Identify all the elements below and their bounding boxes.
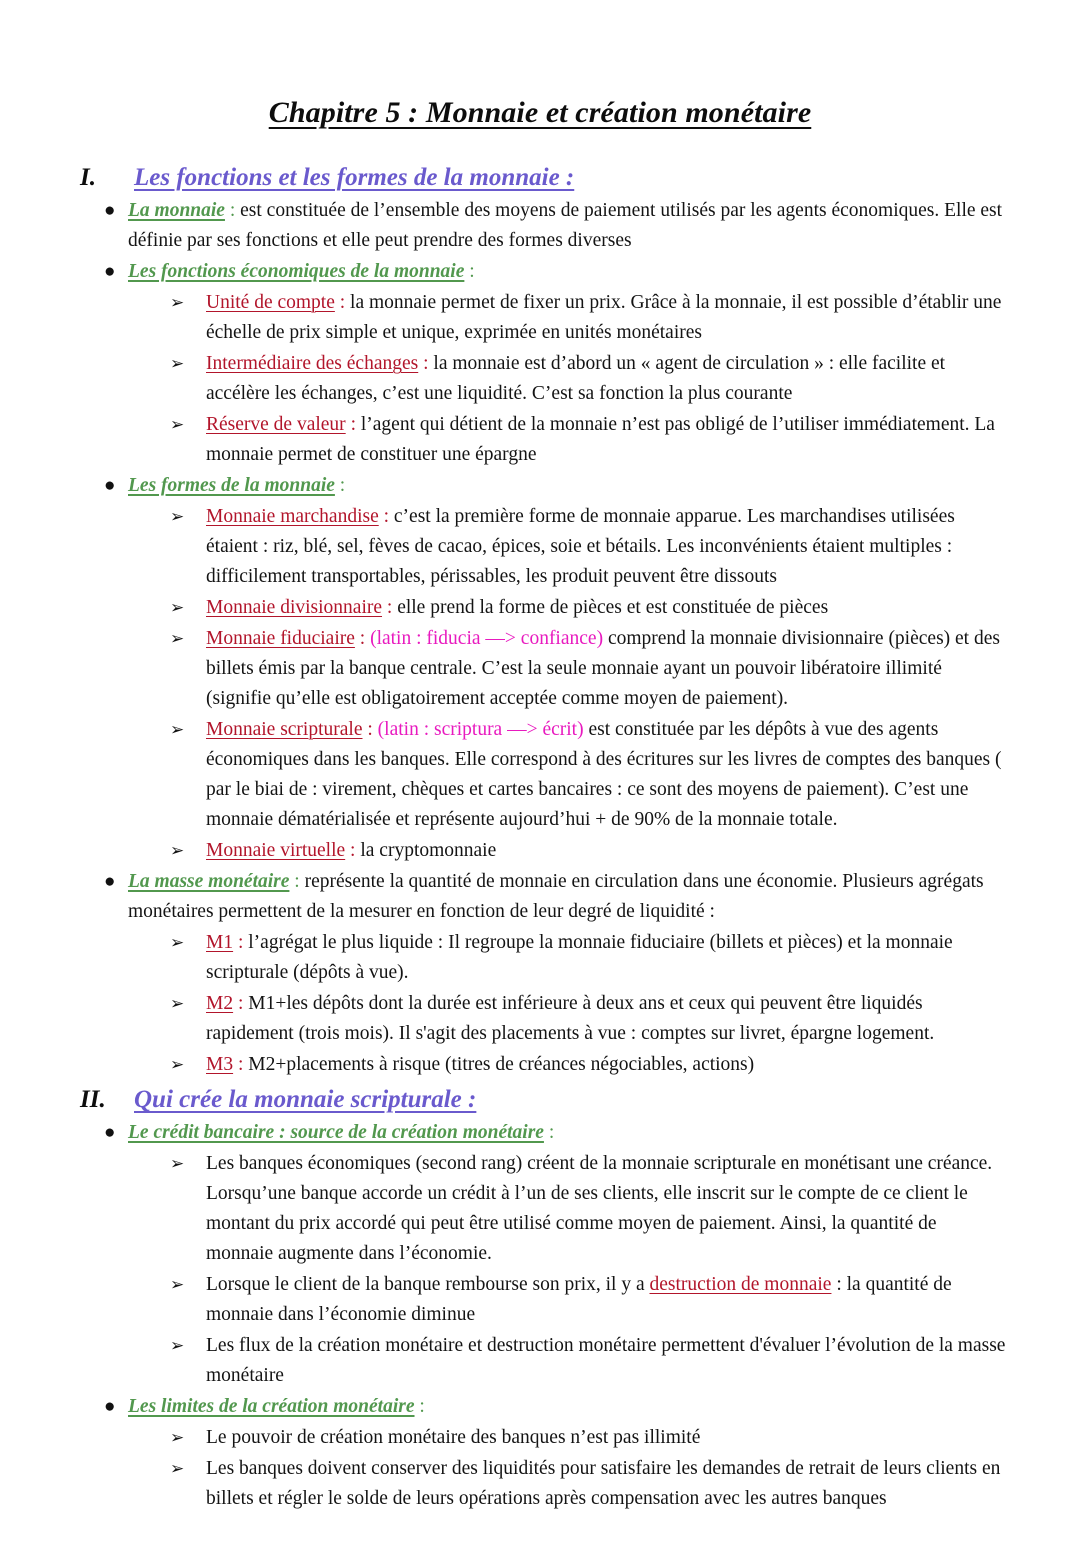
body-text-lead: Lorsque le client de la banque rembourse son prix, il y a <box>206 1274 650 1295</box>
body-text: M1+les dépôts dont la durée est inférieure à deux ans et ceux qui peuvent être liquidés rapidement (trois mois). Il s'agit des placements à vue : comptes sur livret, épargne logement. <box>206 993 935 1044</box>
arrow-bullet-icon: ➢ <box>170 415 185 434</box>
key-term: Le crédit bancaire : source de la création monétaire <box>128 1122 544 1143</box>
key-term: Les formes de la monnaie <box>128 475 335 496</box>
body-text: la monnaie permet de fixer un prix. Grâce à la monnaie, il est possible d’établir une échelle de prix simple et unique, exprimée en unités monétaires <box>206 292 1002 343</box>
bullet-text <box>206 502 1008 592</box>
body-text: Le pouvoir de création monétaire des banques n’est pas illimité <box>206 1427 701 1448</box>
sub-bullet-item <box>72 1423 1008 1453</box>
key-term: Monnaie scripturale <box>206 719 363 740</box>
term-separator: : <box>362 719 378 740</box>
term-separator: : <box>334 292 351 313</box>
arrow-bullet-icon: ➢ <box>170 1154 185 1173</box>
term-separator: : <box>289 871 305 892</box>
sub-bullet-item <box>72 715 1008 835</box>
bullet-text <box>206 928 1008 988</box>
sub-bullet-item <box>72 349 1008 409</box>
section-heading <box>72 164 1008 192</box>
sub-bullet-item <box>72 1454 1008 1514</box>
body-text: elle prend la forme de pièces et est constituée de pièces <box>397 597 829 618</box>
term-separator: : <box>414 1396 425 1417</box>
bullet-item <box>72 471 1008 501</box>
bullet-text <box>206 836 1008 866</box>
sub-bullet-item <box>72 1149 1008 1269</box>
sub-bullet-item <box>72 836 1008 866</box>
arrow-bullet-icon: ➢ <box>170 354 185 373</box>
bullet-text <box>128 471 1008 501</box>
arrow-bullet-icon: ➢ <box>170 507 185 526</box>
bullet-marker-icon: ● <box>104 871 116 892</box>
section-title: Qui crée la monnaie scripturale : <box>134 1086 477 1113</box>
arrow-bullet-icon: ➢ <box>170 720 185 739</box>
bullet-marker-icon: ● <box>104 1396 116 1417</box>
bullet-text <box>128 867 1008 927</box>
bullet-marker-icon: ● <box>104 200 116 221</box>
bullet-text <box>206 1423 1008 1453</box>
bullet-text <box>206 1454 1008 1514</box>
term-separator: : <box>345 840 361 861</box>
term-separator: : <box>233 993 249 1014</box>
body-text: est constituée par les dépôts à vue des agents économiques dans les banques. Elle correspond à des écritures sur les livres de comptes des banques ( par le biai de : virement, chèques et cartes bancaires : ce sont des moyens de paiement). C’est une monnaie dématérialisée et représente aujourd’hui + de 90% de la monnaie totale. <box>206 719 1002 830</box>
sub-bullet-item <box>72 989 1008 1049</box>
term-separator: : <box>543 1122 555 1143</box>
bullet-text <box>128 257 1008 287</box>
sub-bullet-item <box>72 288 1008 348</box>
key-term: Monnaie fiduciaire <box>206 628 355 649</box>
bullet-text <box>206 1331 1008 1391</box>
bullet-item <box>72 196 1008 256</box>
term-separator: : <box>345 414 361 435</box>
key-term: La monnaie <box>128 200 225 221</box>
bullet-text <box>206 989 1008 1049</box>
bullet-item <box>72 1118 1008 1148</box>
key-term: La masse monétaire <box>128 871 290 892</box>
key-term: Les limites de la création monétaire <box>128 1396 415 1417</box>
body-text: l’agrégat le plus liquide : Il regroupe la monnaie fiduciaire (billets et pièces) et la monnaie scripturale (dépôts à vue). <box>206 932 953 983</box>
section-title: Les fonctions et les formes de la monnaie : <box>134 164 575 191</box>
bullet-item <box>72 257 1008 287</box>
arrow-bullet-icon: ➢ <box>170 293 185 312</box>
section-number: I. <box>80 164 96 191</box>
term-separator: : <box>233 932 249 953</box>
sub-bullet-item <box>72 410 1008 470</box>
bullet-text <box>206 715 1008 835</box>
bullet-text <box>128 1392 1008 1422</box>
bullet-item <box>72 867 1008 927</box>
key-term: Réserve de valeur <box>206 414 346 435</box>
bullet-marker-icon: ● <box>104 261 116 282</box>
term-separator: : <box>378 506 394 527</box>
bullet-text <box>206 349 1008 409</box>
arrow-bullet-icon: ➢ <box>170 629 185 648</box>
body-text: M2+placements à risque (titres de créances négociables, actions) <box>248 1054 755 1075</box>
document-body <box>72 164 1008 1514</box>
arrow-bullet-icon: ➢ <box>170 1459 185 1478</box>
body-text: est constituée de l’ensemble des moyens de paiement utilisés par les agents économiques. Elle est définie par ses fonctions et elle peut prendre des formes diverses <box>128 200 1003 251</box>
body-text: Les banques doivent conserver des liquidités pour satisfaire les demandes de retrait de leurs clients en billets et régler le solde de leurs opérations après compensation avec les autres banques <box>206 1458 1001 1509</box>
key-term: M2 <box>206 993 234 1014</box>
term-separator: : <box>334 475 346 496</box>
bullet-text <box>206 1050 1008 1080</box>
key-term: M1 <box>206 932 234 953</box>
key-term: Les fonctions économiques de la monnaie <box>128 261 465 282</box>
arrow-bullet-icon: ➢ <box>170 933 185 952</box>
key-term: Monnaie virtuelle <box>206 840 346 861</box>
key-term: Unité de compte <box>206 292 335 313</box>
body-text: Les flux de la création monétaire et destruction monétaire permettent d'évaluer l’évolution de la masse monétaire <box>206 1335 1006 1386</box>
term-separator: : <box>354 628 371 649</box>
bullet-text <box>206 288 1008 348</box>
sub-bullet-item <box>72 502 1008 592</box>
body-text: la monnaie est d’abord un « agent de circulation » : elle facilite et accélère les échanges, c’est une liquidité. C’est sa fonction la plus courante <box>206 353 946 404</box>
bullet-marker-icon: ● <box>104 475 116 496</box>
key-term: Monnaie marchandise <box>206 506 379 527</box>
term-separator: : <box>418 353 434 374</box>
body-text: l’agent qui détient de la monnaie n’est pas obligé de l’utiliser immédiatement. La monnaie permet de constituer une épargne <box>206 414 995 465</box>
section-number: II. <box>80 1086 106 1113</box>
latin-etymology: (latin : fiducia —> confiance) <box>370 628 604 649</box>
bullet-text <box>128 196 1008 256</box>
bullet-text <box>206 1149 1008 1269</box>
body-text: comprend la monnaie divisionnaire (pièces) et des billets émis par la banque centrale. C’est la seule monnaie ayant un pouvoir libératoire illimité (signifie qu’elle est obligatoirement acceptée comme moyen de paiement). <box>206 628 1000 709</box>
bullet-text <box>206 410 1008 470</box>
arrow-bullet-icon: ➢ <box>170 1428 185 1447</box>
bullet-text <box>206 593 1008 623</box>
term-separator: : <box>224 200 241 221</box>
sub-bullet-item <box>72 593 1008 623</box>
arrow-bullet-icon: ➢ <box>170 1336 185 1355</box>
sub-bullet-item <box>72 1331 1008 1391</box>
bullet-text <box>128 1118 1008 1148</box>
bullet-item <box>72 1392 1008 1422</box>
sub-bullet-item <box>72 1050 1008 1080</box>
section-heading <box>72 1086 1008 1114</box>
key-term: Monnaie divisionnaire <box>206 597 383 618</box>
bullet-text <box>206 1270 1008 1330</box>
latin-etymology: (latin : scriptura —> écrit) <box>377 719 584 740</box>
body-text: : la quantité de monnaie dans l’économie diminue <box>206 1274 952 1325</box>
arrow-bullet-icon: ➢ <box>170 841 185 860</box>
sub-bullet-item <box>72 928 1008 988</box>
arrow-bullet-icon: ➢ <box>170 994 185 1013</box>
arrow-bullet-icon: ➢ <box>170 1055 185 1074</box>
term-separator: : <box>382 597 398 618</box>
term-separator: : <box>464 261 475 282</box>
body-text: représente la quantité de monnaie en circulation dans une économie. Plusieurs agrégats monétaires permettent de la mesurer en fonction de leur degré de liquidité : <box>128 871 984 922</box>
inline-key-term: destruction de monnaie <box>649 1274 832 1295</box>
sub-bullet-item <box>72 624 1008 714</box>
page-title: Chapitre 5 : Monnaie et création monétaire <box>268 96 812 129</box>
body-text: Les banques économiques (second rang) créent de la monnaie scripturale en monétisant une créance. Lorsqu’une banque accorde un crédit à l’un de ses clients, elle inscrit sur le compte de ce client le montant du prix accordé qui peut être utilisé comme moyen de paiement. Ainsi, la quantité de monnaie augmente dans l’économie. <box>206 1153 993 1264</box>
body-text: c’est la première forme de monnaie apparue. Les marchandises utilisées étaient : riz, blé, sel, fèves de cacao, épices, soie et bétails. Les inconvénients étaient multiples : difficilement transportables, périssables, les produit peuvent être dissouts <box>206 506 955 587</box>
sub-bullet-item <box>72 1270 1008 1330</box>
body-text: la cryptomonnaie <box>360 840 497 861</box>
arrow-bullet-icon: ➢ <box>170 1275 185 1294</box>
bullet-marker-icon: ● <box>104 1122 116 1143</box>
arrow-bullet-icon: ➢ <box>170 598 185 617</box>
key-term: Intermédiaire des échanges <box>206 353 419 374</box>
bullet-text <box>206 624 1008 714</box>
key-term: M3 <box>206 1054 234 1075</box>
term-separator: : <box>233 1054 249 1075</box>
